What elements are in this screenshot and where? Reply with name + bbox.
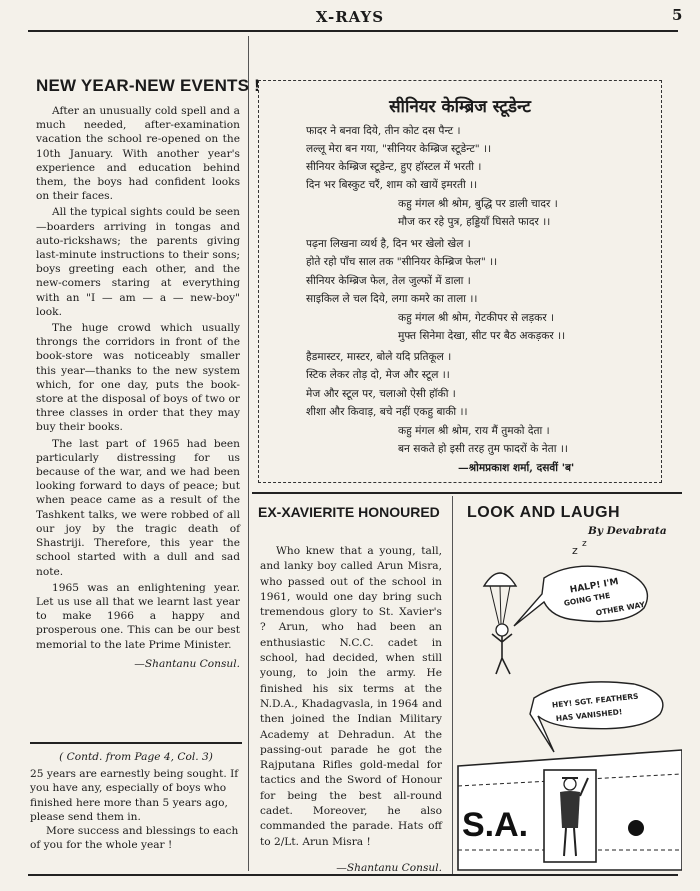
- plane-marking: S.A.: [462, 806, 529, 844]
- column-divider: [452, 496, 453, 874]
- article-signature: —Shantanu Consul.: [134, 657, 240, 670]
- article-title-ex-xavierite: EX-XAVIERITE HONOURED: [258, 504, 440, 520]
- poem-line: दिन भर बिस्कुट चरैं, शाम को खायें इमरती ।।: [306, 179, 478, 191]
- bubble-text: HEY! SGT. FEATHERS: [551, 691, 639, 710]
- poem-line: होते रहो पाँच साल तक "सीनियर केम्ब्रिज फेल" ।।: [306, 256, 498, 268]
- continued-section: [30, 750, 242, 852]
- section-rule: [252, 492, 682, 494]
- poem-title: सीनियर केम्ब्रिज स्टूडेन्ट: [389, 97, 531, 117]
- article-paragraph: The last part of 1965 had been particularly distressing for us because of the war, and we had been looking forward to days of peace; but when peace came as a result of the Tashkent talks, we were robbed of all our joy by the tragic death of Shastriji. Therefore, this year the school started with a dull and sad note.: [36, 437, 240, 578]
- cartoon-byline: By Devabrata: [588, 525, 667, 537]
- poem-line: शीशा और किवाड़, बचे नहीं एकहु बाकी ।।: [306, 406, 468, 418]
- column-divider: [248, 36, 249, 871]
- footer-rule: [28, 874, 678, 876]
- airplane: [458, 750, 682, 870]
- header-rule: [28, 30, 678, 32]
- sound-z: z: [582, 539, 587, 549]
- poem-author: —श्रोमप्रकाश शर्मा, दसवीं 'ब': [458, 462, 575, 474]
- article-title-new-year: NEW YEAR-NEW EVENTS !: [36, 76, 260, 95]
- poem-line: पढ़ना लिखना व्यर्थ है, दिन भर खेलो खेल ।: [306, 238, 471, 250]
- sound-z: z: [572, 544, 578, 557]
- bubble-text: HALP! I'M: [569, 577, 620, 596]
- poem-line: मुफ्त सिनेमा देखा, सीट पर बैठ अकड़कर ।।: [398, 330, 566, 342]
- poem-line: फादर ने बनवा दिये, तीन कोट दस पैन्ट ।: [306, 125, 461, 137]
- poem-line: लल्लू मेरा बन गया, "सीनियर केम्ब्रिज स्टूडेन्ट" ।।: [306, 143, 492, 155]
- article-body-new-year: [36, 104, 240, 670]
- poem-line: स्टिक लेकर तोड़ दो, मेज और स्टूल ।।: [306, 369, 450, 381]
- section-rule: [30, 742, 242, 744]
- cartoon-illustration: [456, 538, 682, 878]
- poem-line: मौज कर रहे पुत्र, हड्डियाँ घिसते फादर ।।: [398, 216, 551, 228]
- poem-line: बन सकते हो इसी तरह तुम फादरों के नेता ।।: [398, 443, 568, 455]
- masthead-title: X-RAYS: [315, 8, 385, 26]
- article-paragraph: Who knew that a young, tall, and lanky boy called Arun Misra, who passed out of the school in 1961, would one day bring such tremendous glory to St. Xavier's ? Arun, who had been an enthusiastic N.C.C. cadet in school, had decided, when still young, to join the army. He finished his six terms at the N.D.A., Khadagvasla, in 1964 and then joined the Indian Military Academy at Dehradun. At the passing-out parade he got the Rajputana Rifles gold-medal for tactics and the Sword of Honour for being the best all-round cadet. Moreover, he also commanded the parade. Hats off to 2/Lt. Arun Misra !: [260, 545, 442, 848]
- article-paragraph: After an unusually cold spell and a much needed, after-examination vacation the school re-opened on the 10th January. With another year's experience and education behind them, the boys had confident looks on their faces.: [36, 105, 240, 203]
- bubble-text: HAS VANISHED!: [555, 707, 623, 724]
- article-paragraph: All the typical sights could be seen—boarders arriving in tongas and auto-rickshaws; the parents giving last-minute instructions to their sons; boys greeting each other, and the new-comers staring at everything with an "I — am — a — new-boy" look.: [36, 206, 240, 318]
- article-body-ex-xavierite: [260, 544, 442, 874]
- continued-paragraph: 25 years are earnestly being sought. If you have any, especially of boys who finished here more than 5 years ago, please send them in.: [30, 768, 239, 823]
- continued-note: ( Contd. from Page 4, Col. 3): [59, 751, 213, 763]
- article-paragraph: The huge crowd which usually throngs the corridors in front of the book-store was noticeably smaller this year—thanks to the new system which, for one day, puts the book-store at the disposal of boys of two or three classes in order that they may buy their books.: [36, 322, 240, 434]
- bubble-text: OTHER WAY: [595, 599, 646, 618]
- article-signature: —Shantanu Consul.: [336, 861, 442, 874]
- bubble-text: GOING THE: [563, 590, 611, 608]
- continued-paragraph: More success and blessings to each of you for the whole year !: [30, 825, 239, 852]
- poem-line: हैडमास्टर, मास्टर, बोले यदि प्रतिकूल ।: [306, 351, 452, 363]
- poem-line: कहु मंगल श्री श्रोम, राय मैं तुमको देता ।: [398, 425, 550, 437]
- poem-line: मेज और स्टूल पर, चलाओ ऐसी हॉकी ।: [306, 388, 456, 400]
- parachute-figure: [484, 573, 516, 674]
- poem-line: कहु मंगल श्री श्रोम, बुद्धि पर डाली चादर ।: [398, 198, 558, 210]
- article-paragraph: 1965 was an enlightening year. Let us use all that we learnt last year to make 1966 a happy and prosperous one. This can be our best memorial to the late Prime Minister.: [36, 581, 240, 651]
- poem-line: साइकिल ले चल दिये, लगा कमरे का ताला ।।: [306, 293, 478, 305]
- poem-line: कहु मंगल श्री श्रोम, गेटकीपर से लड़कर ।: [398, 312, 555, 324]
- page-number: 5: [672, 6, 683, 24]
- poem-line: सीनियर केम्ब्रिज स्टूडेन्ट, हुए हॉस्टल में भरती ।: [306, 161, 482, 173]
- poem-line: सीनियर केम्ब्रिज फेल, तेल जुल्फों में डाला ।: [306, 275, 471, 287]
- cartoon-title: LOOK AND LAUGH: [467, 504, 621, 521]
